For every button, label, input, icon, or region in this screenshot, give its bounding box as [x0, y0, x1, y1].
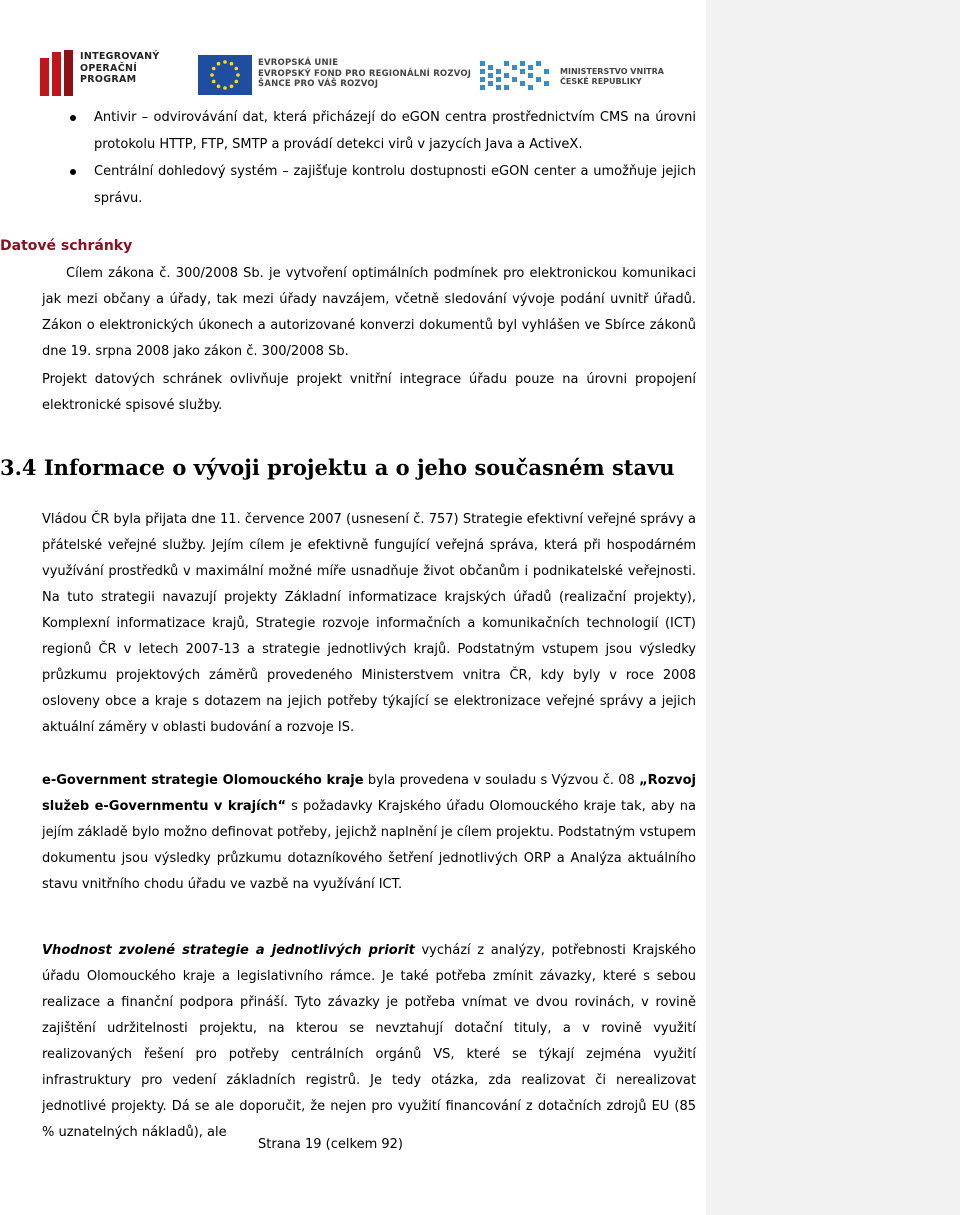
paragraph-34-2-bold-2: „Rozvoj služeb e-Governmentu v krajích“ [42, 773, 696, 814]
iop-logo-line3: PROGRAM [80, 74, 137, 85]
eu-logo-line1: EVROPSKÁ UNIE [258, 58, 339, 68]
paragraph-34-2 [42, 768, 696, 898]
bullet-icon [70, 169, 76, 175]
heading-datove-schranky: Datové schránky [0, 238, 133, 254]
section-number: 3.4 [0, 455, 37, 480]
paragraph-34-3-text: vychází z analýzy, potřebnosti Krajského úřadu Olomouckého kraje a legislativního rámce. Je také potřeba zmínit závazky, které s sebou realizace a finanční podpora přináší. Tyto závazky je potřeba vnímat ve dvou rovinách, v rovině zajištění udržitelnosti projektu, na kterou se nevztahují dotační tituly, a v rovině využití realizovaných řešení pro potřeby centrálních orgánů VS, které se týkají zejména využití infrastruktury pro vedení základních registrů. Je tedy otázka, zda realizovat či nerealizovat jednotlivé projekty. Dá se ale doporučit, že nejen pro využití financování z dotačních zdrojů EU (85 % uznatelných nákladů), ale [42, 943, 696, 1140]
list-item-text: Antivir – odvirovávání dat, která přicházejí do eGON centra prostřednictvím CMS na úrovni protokolu HTTP, FTP, SMTP a provádí detekci virů v jazycích Java a ActiveX. [94, 110, 696, 152]
paragraph-34-1: Vládou ČR byla přijata dne 11. července 2007 (usnesení č. 757) Strategie efektivní veřejné správy a přátelské veřejné služby. Jejím cílem je efektivně fungující veřejná správa, která při hospodárném využívání prostředků v maximální možné míře usnadňuje život občanům i podnikatelské veřejnosti. Na tuto strategii navazují projekty Základní informatizace krajských úřadů (realizační projekty), Komplexní informatizace krajů, Strategie rozvoje informačních a komunikačních technologií (ICT) regionů ČR v letech 2007-13 a strategie jednotlivých krajů. Podstatným vstupem jsou výsledky průzkumu projektových záměrů provedeného Ministerstvem vnitra ČR, kdy byly v roce 2008 osloveny obce a kraje s dotazem na jejich potřeby týkající se elektronizace veřejné správy a jejich aktuální záměry v oblasti budování a rozvoje IS. [42, 512, 696, 735]
eu-logo-line2: EVROPSKÝ FOND PRO REGIONÁLNÍ ROZVOJ [258, 68, 472, 79]
list-item [0, 158, 696, 212]
paragraph-datove-1: Cílem zákona č. 300/2008 Sb. je vytvoření optimálních podmínek pro elektronickou komunikaci jak mezi občany a úřady, tak mezi úřady navzájem, včetně sledování vývoje podání uvnitř úřadů. Zákon o elektronických úkonech a autorizované konverzi dokumentů byl vyhlášen ve Sbírce zákonů dne 19. srpna 2008 jako zákon č. 300/2008 Sb. [42, 266, 696, 359]
paragraph-34-3 [42, 938, 696, 1146]
page-number: Strana 19 (celkem 92) [258, 1137, 403, 1152]
paragraph-34-2-text-2: s požadavky Krajského úřadu Olomouckého kraje tak, aby na jejím základě bylo možno definovat potřeby, jejichž naplnění je cílem projektu. Podstatným vstupem dokumentu jsou výsledky průzkumu dotazníkového šetření jednotlivých ORP a Analýza aktuálního stavu vnitřního chodu úřadu ve vazbě na využívání ICT. [42, 799, 697, 892]
bullet-icon [70, 115, 76, 121]
iop-logo-line1: INTEGROVANÝ [80, 51, 160, 62]
section-heading [0, 455, 675, 480]
paragraph-datove-2: Projekt datových schránek ovlivňuje projekt vnitřní integrace úřadu pouze na úrovni propojení elektronické spisové služby. [42, 372, 696, 413]
paragraph-34-2-bold-1: e-Government strategie Olomouckého kraje [42, 773, 364, 788]
paragraph-34-2-text-1: byla provedena v souladu s Výzvou č. 08 [363, 773, 640, 788]
margin-comment-panel [706, 0, 960, 1215]
eu-logo-line3: ŠANCE PRO VÁŠ ROZVOJ [258, 79, 379, 89]
bullet-list [0, 104, 706, 212]
paragraph-34-3-emphasis: Vhodnost zvolené strategie a jednotlivých priorit [42, 943, 415, 958]
list-item-text: Centrální dohledový systém – zajišťuje kontrolu dostupnosti eGON center a umožňuje jejich správu. [94, 164, 696, 206]
list-item [0, 104, 696, 158]
section-title: Informace o vývoji projektu a o jeho současném stavu [43, 455, 675, 480]
iop-logo-line2: OPERAČNÍ [80, 62, 138, 74]
mv-logo-line1: MINISTERSTVO VNITRA [560, 67, 664, 76]
mv-logo-line2: ČESKÉ REPUBLIKY [560, 77, 642, 86]
